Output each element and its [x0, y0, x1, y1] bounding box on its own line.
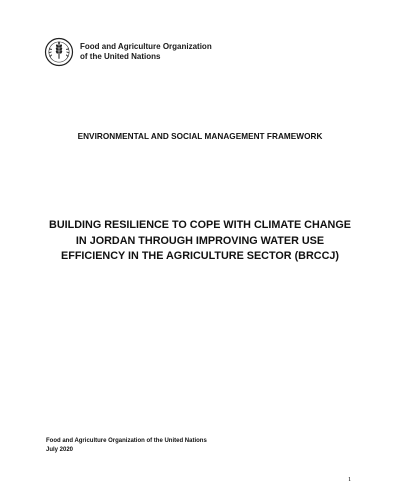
- footer-publisher: Food and Agriculture Organization of the United Nations: [46, 438, 207, 444]
- fao-emblem-icon: [44, 37, 74, 67]
- organization-name-line-1: Food and Agriculture Organization: [80, 41, 212, 51]
- document-title-line: EFFICIENCY IN THE AGRICULTURE SECTOR (BRCCJ): [61, 250, 339, 262]
- header: [44, 37, 212, 67]
- page-number: 1: [348, 476, 352, 483]
- document-title-line: IN JORDAN THROUGH IMPROVING WATER USE: [75, 234, 325, 247]
- footer-date: July 2020: [46, 446, 74, 453]
- organization-name-line-2: of the United Nations: [80, 52, 161, 61]
- document-type-heading: ENVIRONMENTAL AND SOCIAL MANAGEMENT FRAMEWORK: [77, 132, 323, 141]
- document-title: [0, 218, 400, 265]
- document-title-line: BUILDING RESILIENCE TO COPE WITH CLIMATE CHANGE: [49, 219, 351, 231]
- footer-publisher-block: [46, 437, 207, 454]
- organization-name: [80, 42, 212, 63]
